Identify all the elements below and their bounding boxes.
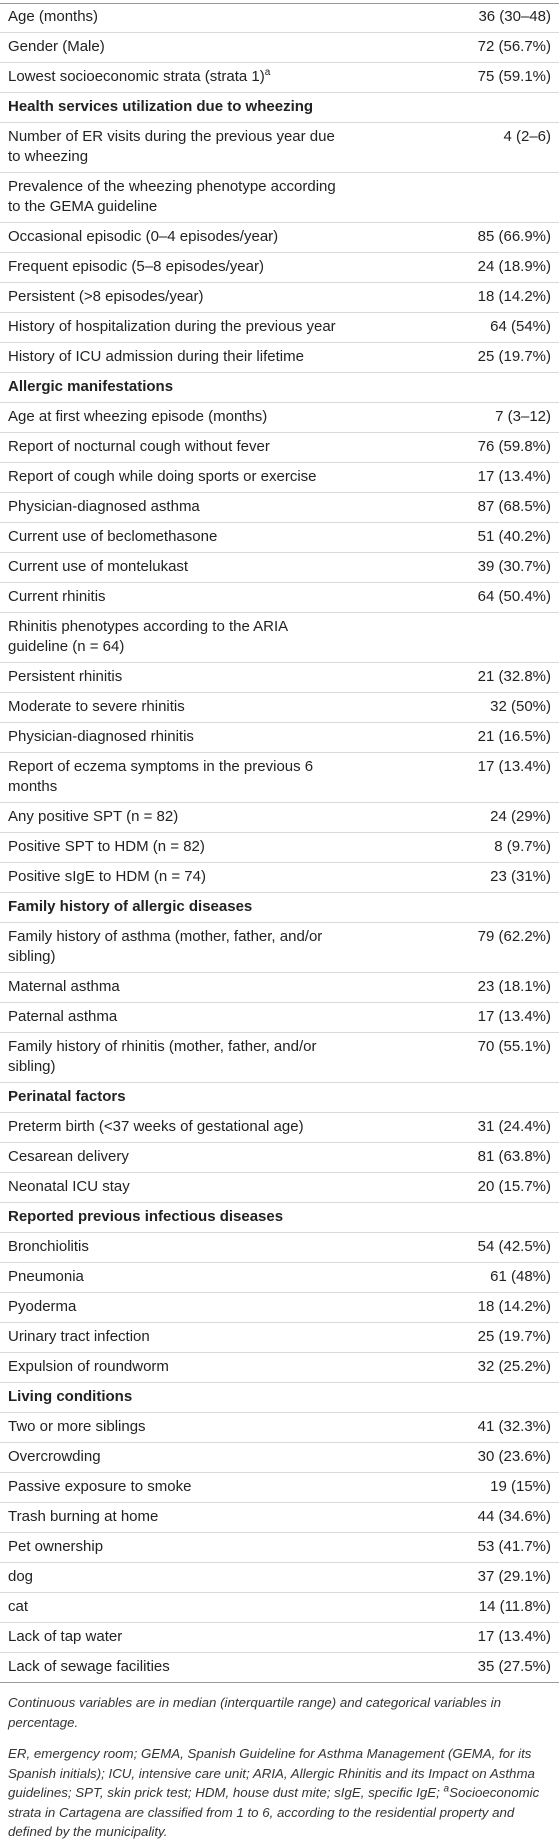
row-label bbox=[8, 807, 348, 827]
row-value: 81 (63.8%) bbox=[477, 1148, 551, 1165]
table-row bbox=[0, 343, 559, 373]
row-label-text: Overcrowding bbox=[8, 1448, 101, 1465]
table-row bbox=[0, 1653, 559, 1683]
section-header-row bbox=[0, 1083, 559, 1113]
table-row bbox=[0, 493, 559, 523]
row-value: 21 (32.8%) bbox=[477, 668, 551, 685]
row-label bbox=[8, 177, 348, 217]
row-label bbox=[8, 1147, 348, 1167]
table-row bbox=[0, 803, 559, 833]
row-label bbox=[8, 667, 348, 687]
row-label-text: cat bbox=[8, 1598, 29, 1615]
table-row bbox=[0, 833, 559, 863]
row-label bbox=[8, 1537, 348, 1557]
row-label-text: Any positive SPT (n = 82) bbox=[8, 808, 179, 825]
row-value: 37 (29.1%) bbox=[477, 1568, 551, 1585]
row-value: 18 (14.2%) bbox=[477, 1298, 551, 1315]
footnote-strata-text: Socioeconomic strata in Cartagena are classified from 1 to 6, according to the residential property and defined by the municipality. bbox=[8, 1785, 540, 1839]
row-label bbox=[8, 867, 348, 887]
table-row bbox=[0, 433, 559, 463]
table-row bbox=[0, 33, 559, 63]
table-row bbox=[0, 1263, 559, 1293]
row-value: 35 (27.5%) bbox=[477, 1658, 551, 1675]
row-label bbox=[8, 1567, 348, 1587]
row-value: 21 (16.5%) bbox=[477, 728, 551, 745]
table-row bbox=[0, 253, 559, 283]
row-label-text: Current use of beclomethasone bbox=[8, 528, 218, 545]
table-row bbox=[0, 523, 559, 553]
table-row bbox=[0, 3, 559, 33]
row-label bbox=[8, 1007, 348, 1027]
row-label bbox=[8, 557, 348, 577]
row-label-superscript: a bbox=[264, 67, 271, 78]
table-row bbox=[0, 973, 559, 1003]
section-header-label bbox=[8, 897, 348, 917]
row-label-text: dog bbox=[8, 1568, 34, 1585]
section-header-label bbox=[8, 1207, 348, 1227]
row-label-text: Positive SPT to HDM (n = 82) bbox=[8, 838, 205, 855]
footnote-variables: Continuous variables are in median (interquartile range) and categorical variables in percentage. bbox=[8, 1695, 501, 1730]
table-row bbox=[0, 753, 559, 803]
row-label-text: Gender (Male) bbox=[8, 38, 105, 55]
row-value: 32 (50%) bbox=[490, 698, 551, 715]
row-value: 25 (19.7%) bbox=[477, 348, 551, 365]
row-label bbox=[8, 1597, 348, 1617]
table-row bbox=[0, 313, 559, 343]
row-label-text: Living conditions bbox=[8, 1388, 133, 1405]
row-value: 8 (9.7%) bbox=[494, 838, 551, 855]
row-value: 41 (32.3%) bbox=[477, 1418, 551, 1435]
row-label-text: Reported previous infectious diseases bbox=[8, 1208, 284, 1225]
row-label-text: Frequent episodic (5–8 episodes/year) bbox=[8, 258, 264, 275]
row-label-text: Lowest socioeconomic strata (strata 1) bbox=[8, 68, 265, 85]
section-header-row bbox=[0, 1203, 559, 1233]
row-label-text: Age at first wheezing episode (months) bbox=[8, 408, 268, 425]
row-label bbox=[8, 467, 348, 487]
section-header-row bbox=[0, 373, 559, 403]
table-row bbox=[0, 863, 559, 893]
table-row bbox=[0, 1173, 559, 1203]
table-row bbox=[0, 1623, 559, 1653]
row-label-text: Report of cough while doing sports or exercise bbox=[8, 468, 317, 485]
row-value: 30 (23.6%) bbox=[477, 1448, 551, 1465]
row-label bbox=[8, 617, 348, 657]
row-label-text: Family history of rhinitis (mother, father, and/or sibling) bbox=[8, 1038, 317, 1075]
row-value: 24 (18.9%) bbox=[477, 258, 551, 275]
row-label bbox=[8, 497, 348, 517]
row-label bbox=[8, 257, 348, 277]
row-value: 79 (62.2%) bbox=[477, 928, 551, 945]
row-label-text: History of hospitalization during the previous year bbox=[8, 318, 336, 335]
row-label bbox=[8, 927, 348, 967]
row-label bbox=[8, 437, 348, 457]
row-value: 85 (66.9%) bbox=[477, 228, 551, 245]
table-row bbox=[0, 123, 559, 173]
row-label-text: Occasional episodic (0–4 episodes/year) bbox=[8, 228, 279, 245]
table-row bbox=[0, 403, 559, 433]
table-row bbox=[0, 223, 559, 253]
table-row bbox=[0, 1563, 559, 1593]
row-label-text: Positive sIgE to HDM (n = 74) bbox=[8, 868, 206, 885]
row-value: 64 (54%) bbox=[490, 318, 551, 335]
row-label bbox=[8, 1477, 348, 1497]
table-body bbox=[0, 3, 559, 1683]
table-row bbox=[0, 1503, 559, 1533]
table-row bbox=[0, 693, 559, 723]
row-label bbox=[8, 317, 348, 337]
row-label bbox=[8, 347, 348, 367]
row-label-text: Perinatal factors bbox=[8, 1088, 126, 1105]
row-label-text: Cesarean delivery bbox=[8, 1148, 129, 1165]
row-value: 76 (59.8%) bbox=[477, 438, 551, 455]
row-value: 70 (55.1%) bbox=[477, 1038, 551, 1055]
row-value: 19 (15%) bbox=[490, 1478, 551, 1495]
table-row bbox=[0, 1003, 559, 1033]
row-label bbox=[8, 227, 348, 247]
row-value: 20 (15.7%) bbox=[477, 1178, 551, 1195]
table-row bbox=[0, 723, 559, 753]
table-row bbox=[0, 663, 559, 693]
row-label bbox=[8, 837, 348, 857]
row-label-text: Neonatal ICU stay bbox=[8, 1178, 130, 1195]
row-label-text: Urinary tract infection bbox=[8, 1328, 150, 1345]
row-label bbox=[8, 287, 348, 307]
row-label bbox=[8, 697, 348, 717]
row-label bbox=[8, 977, 348, 997]
table-row bbox=[0, 283, 559, 313]
row-value: 39 (30.7%) bbox=[477, 558, 551, 575]
table-row bbox=[0, 1323, 559, 1353]
row-label-text: Physician-diagnosed rhinitis bbox=[8, 728, 194, 745]
footnote-abbreviations bbox=[0, 1744, 559, 1842]
table-row bbox=[0, 1593, 559, 1623]
row-label-text: Rhinitis phenotypes according to the ARIA guideline (n = 64) bbox=[8, 618, 288, 655]
row-label bbox=[8, 1417, 348, 1437]
row-value: 17 (13.4%) bbox=[477, 1628, 551, 1645]
row-label bbox=[8, 1357, 348, 1377]
section-header-row bbox=[0, 93, 559, 123]
table-row bbox=[0, 1233, 559, 1263]
row-value: 51 (40.2%) bbox=[477, 528, 551, 545]
table-row bbox=[0, 1353, 559, 1383]
table-row bbox=[0, 1113, 559, 1143]
row-value: 17 (13.4%) bbox=[477, 758, 551, 775]
row-label-text: Maternal asthma bbox=[8, 978, 120, 995]
row-label-text: Prevalence of the wheezing phenotype according to the GEMA guideline bbox=[8, 178, 336, 215]
row-value: 72 (56.7%) bbox=[477, 38, 551, 55]
table-row bbox=[0, 613, 559, 663]
row-label-text: Trash burning at home bbox=[8, 1508, 159, 1525]
table-row bbox=[0, 1533, 559, 1563]
row-value: 31 (24.4%) bbox=[477, 1118, 551, 1135]
row-label-text: Persistent (>8 episodes/year) bbox=[8, 288, 204, 305]
row-value: 7 (3–12) bbox=[495, 408, 551, 425]
row-label-text: Health services utilization due to wheezing bbox=[8, 98, 314, 115]
row-label-text: Physician-diagnosed asthma bbox=[8, 498, 200, 515]
row-label bbox=[8, 587, 348, 607]
section-header-row bbox=[0, 893, 559, 923]
row-label bbox=[8, 1447, 348, 1467]
table-row bbox=[0, 1473, 559, 1503]
row-label-text: Current rhinitis bbox=[8, 588, 106, 605]
table-row bbox=[0, 583, 559, 613]
row-label bbox=[8, 37, 348, 57]
row-label bbox=[8, 1237, 348, 1257]
row-label-text: Two or more siblings bbox=[8, 1418, 146, 1435]
row-label-text: Bronchiolitis bbox=[8, 1238, 89, 1255]
row-label bbox=[8, 1117, 348, 1137]
row-label bbox=[8, 67, 348, 87]
table-row bbox=[0, 923, 559, 973]
row-value: 32 (25.2%) bbox=[477, 1358, 551, 1375]
row-label-text: Moderate to severe rhinitis bbox=[8, 698, 185, 715]
row-value: 23 (18.1%) bbox=[477, 978, 551, 995]
row-value: 24 (29%) bbox=[490, 808, 551, 825]
row-label-text: Passive exposure to smoke bbox=[8, 1478, 192, 1495]
row-label bbox=[8, 407, 348, 427]
table-row bbox=[0, 1033, 559, 1083]
row-label-text: Expulsion of roundworm bbox=[8, 1358, 169, 1375]
footnote-abbreviations-text: ER, emergency room; GEMA, Spanish Guideline for Asthma Management (GEMA, for its Spanish initials); ICU, intensive care unit; ARIA, Allergic Rhinitis and its Impact on Asthma guidelines; SPT, skin prick test; HDM, house dust mite; sIgE, specific IgE; bbox=[8, 1746, 535, 1800]
row-label-text: Age (months) bbox=[8, 8, 99, 25]
row-value: 53 (41.7%) bbox=[477, 1538, 551, 1555]
row-label-text: Family history of allergic diseases bbox=[8, 898, 253, 915]
row-label bbox=[8, 757, 348, 797]
row-value: 44 (34.6%) bbox=[477, 1508, 551, 1525]
row-label-text: Preterm birth (<37 weeks of gestational age) bbox=[8, 1118, 304, 1135]
row-value: 64 (50.4%) bbox=[477, 588, 551, 605]
table-row bbox=[0, 173, 559, 223]
row-value: 14 (11.8%) bbox=[478, 1598, 551, 1615]
table-row bbox=[0, 63, 559, 93]
table-row bbox=[0, 1443, 559, 1473]
row-label bbox=[8, 1657, 348, 1677]
table-row bbox=[0, 1293, 559, 1323]
row-label-text: Pet ownership bbox=[8, 1538, 104, 1555]
row-label bbox=[8, 1177, 348, 1197]
table-row bbox=[0, 1413, 559, 1443]
section-header-label bbox=[8, 97, 348, 117]
row-label-text: Lack of tap water bbox=[8, 1628, 123, 1645]
row-label bbox=[8, 727, 348, 747]
table-row bbox=[0, 1143, 559, 1173]
row-label-text: Persistent rhinitis bbox=[8, 668, 123, 685]
row-value: 75 (59.1%) bbox=[477, 68, 551, 85]
section-header-label bbox=[8, 1087, 348, 1107]
row-label bbox=[8, 1507, 348, 1527]
row-value: 4 (2–6) bbox=[503, 128, 551, 145]
table-row bbox=[0, 463, 559, 493]
table-row bbox=[0, 553, 559, 583]
row-value: 61 (48%) bbox=[490, 1268, 551, 1285]
row-value: 54 (42.5%) bbox=[477, 1238, 551, 1255]
row-value: 36 (30–48) bbox=[478, 8, 551, 25]
section-header-row bbox=[0, 1383, 559, 1413]
row-label-text: Report of nocturnal cough without fever bbox=[8, 438, 270, 455]
row-label-text: History of ICU admission during their lifetime bbox=[8, 348, 304, 365]
section-header-label bbox=[8, 377, 348, 397]
row-value: 17 (13.4%) bbox=[477, 1008, 551, 1025]
row-label bbox=[8, 1267, 348, 1287]
section-header-label bbox=[8, 1387, 348, 1407]
row-value: 18 (14.2%) bbox=[477, 288, 551, 305]
row-label bbox=[8, 1627, 348, 1647]
row-label bbox=[8, 127, 348, 167]
row-label bbox=[8, 1297, 348, 1317]
row-label bbox=[8, 1037, 348, 1077]
row-label-text: Current use of montelukast bbox=[8, 558, 189, 575]
row-label-text: Lack of sewage facilities bbox=[8, 1658, 170, 1675]
table-top-rule bbox=[0, 3, 559, 4]
row-label-text: Allergic manifestations bbox=[8, 378, 174, 395]
row-value: 23 (31%) bbox=[490, 868, 551, 885]
row-value: 87 (68.5%) bbox=[477, 498, 551, 515]
row-label-text: Report of eczema symptoms in the previous 6 months bbox=[8, 758, 314, 795]
row-label-text: Pyoderma bbox=[8, 1298, 77, 1315]
row-label bbox=[8, 1327, 348, 1347]
row-value: 25 (19.7%) bbox=[477, 1328, 551, 1345]
row-label-text: Paternal asthma bbox=[8, 1008, 118, 1025]
row-label bbox=[8, 7, 348, 27]
footnote-superscript: a bbox=[443, 1783, 450, 1795]
row-label-text: Number of ER visits during the previous year due to wheezing bbox=[8, 128, 335, 165]
row-label-text: Pneumonia bbox=[8, 1268, 84, 1285]
row-label bbox=[8, 527, 348, 547]
row-value: 17 (13.4%) bbox=[477, 468, 551, 485]
row-label-text: Family history of asthma (mother, father, and/or sibling) bbox=[8, 928, 323, 965]
